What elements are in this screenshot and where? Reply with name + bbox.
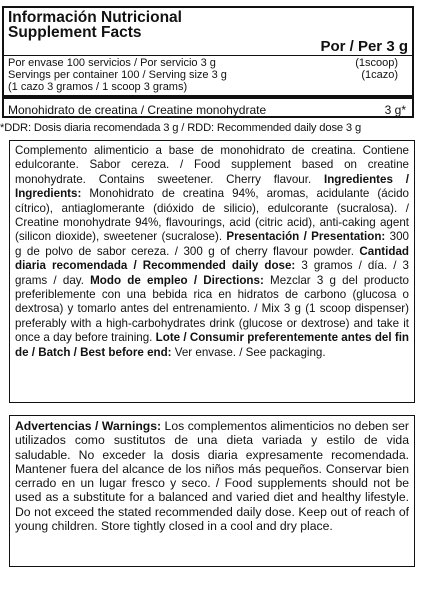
product-info-box [9,140,415,403]
ingredients-label: Ingredientes / Ingredients: [15,172,409,201]
presentation-label: Presentación / Presentation: [226,230,386,244]
servings-es: Por envase 100 servicios / Por servicio 3 g [8,57,216,69]
ddr-note: *DDR: Dosis diaria recomendada 3 g / RDD: Recommended daily dose 3 g [0,122,362,134]
warnings-box [9,415,415,567]
servings-es-scoop: (1scoop) [355,57,398,69]
product-info-text [15,144,409,360]
directions-text: Mezclar 3 g del producto preferiblemente con una bebida rica en hidratos de carbono (glucosa o dextrosa) y tomarlo antes del entrenamiento. / Mix 3 g (1 scoop dispenser) preferably with a high-carbohydrates drink (glucose or dextrose) and take it once a day before training. [15,273,409,345]
ingredient-amount: 3 g* [384,103,406,117]
warnings-text: Los complementos alimenticios no deben ser utilizados como sustitutos de una dieta variada y estilo de vida saludable. No exceder la dosis diaria expresamente recomendada. Mantener fuera del alcance de los niños más pequeños. Conservar bien cerrado en un lugar fresco y seco. / Food supplements should not be used as a substitute for a balanced and varied diet and healthy lifestyle. Do not exceed the stated recommended daily dose. Keep out of reach of young children. Store tightly closed in a cool and dry place. [15,419,409,534]
servings-en: Servings per container 100 / Serving size 3 g [8,69,227,81]
batch-text: Ver envase. / See packaging. [171,345,326,359]
thick-divider [4,95,412,99]
scoop-info: (1 cazo 3 gramos / 1 scoop 3 grams) [8,81,188,93]
facts-title-es: Información Nutricional [8,9,182,26]
daily-dose-text: 3 gramos / día. / 3 grams / day. [15,259,409,287]
ingredient-name: Monohidrato de creatina / Creatine monohydrate [8,103,267,117]
warnings-label: Advertencias / Warnings: [15,419,162,433]
servings-en-scoop: (1cazo) [361,69,398,81]
intro-text: Complemento alimenticio a base de monohidrato de creatina. Contiene edulcorante. Sabor cereza. / Food supplement based on creatine monohydrate. Contains sweetener. Cherry flavour. [15,144,409,186]
supplement-facts-panel [2,6,414,118]
warnings-paragraph [15,419,409,533]
ingredients-text: Monohidrato de creatina 94%, aromas, acidulante (ácido cítrico), antiaglomerante (dióxido de silicio), edulcorante (sucralosa). / Creatine monohydrate 94%, flavourings, acid (citric acid), anti-caking agent (silicon dioxide), sweetener (sucralose). [15,187,409,244]
directions-label: Modo de empleo / Directions: [90,273,264,287]
per-serving-label: Por / Per 3 g [320,38,408,55]
daily-dose-label: Cantidad diaria recomendada / Recommended daily dose: [15,244,409,273]
facts-title-en: Supplement Facts [8,24,142,41]
presentation-text: 300 g de polvo de sabor cereza. / 300 g of cherry flavour powder. [15,230,409,258]
batch-label: Lote / Consumir preferentemente antes del fin de / Batch / Best before end: [15,331,409,359]
divider [4,55,412,56]
